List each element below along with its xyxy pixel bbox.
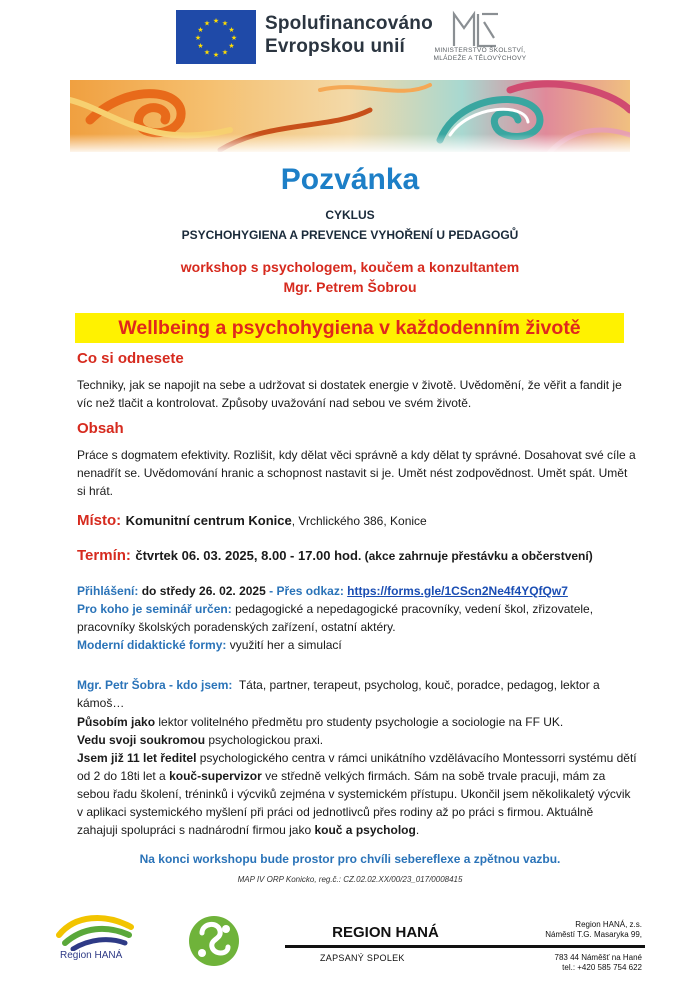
lecturer-name: Mgr. Petrem Šobrou	[283, 279, 417, 295]
about-p1-text: lektor volitelného předmětu pro studenty psychologie a sociologie na FF UK.	[155, 715, 564, 729]
svg-text:★: ★	[203, 19, 211, 28]
footer-org-name: REGION HANÁ	[332, 924, 439, 941]
registration-label: Přihlášení:	[77, 584, 139, 598]
footer-divider	[285, 945, 645, 948]
svg-text:★: ★	[221, 48, 229, 57]
footer-address	[545, 920, 642, 940]
about-paragraph-3	[77, 749, 637, 839]
eu-line-1: Spolufinancováno	[265, 13, 433, 34]
cycle-subtitle: PSYCHOHYGIENA A PREVENCE VYHOŘENÍ U PEDAGOGŮ	[181, 228, 519, 242]
methods-line	[77, 636, 637, 654]
about-p3-bold2: kouč-supervizor	[169, 769, 262, 783]
place-address: , Vrchlického 386, Konice	[291, 514, 427, 528]
place-label: Místo:	[77, 512, 122, 529]
term-line	[77, 547, 593, 565]
eu-flag-logo	[176, 10, 256, 64]
registration-link[interactable]: https://forms.gle/1CScn2Ne4f4YQfQw7	[347, 584, 568, 598]
term-note: . (akce zahrnuje přestávku a občerstvení)	[357, 549, 593, 563]
content-heading: Obsah	[77, 420, 124, 437]
region-hana-logo-text: Region HANÁ	[60, 950, 123, 961]
registration-line	[77, 582, 637, 600]
footer-addr-2: Náměstí T.G. Masaryka 99,	[545, 930, 642, 939]
svg-text:★: ★	[197, 26, 204, 34]
svg-text:★: ★	[228, 26, 235, 34]
registration-number: MAP IV ORP Konicko, reg.č.: CZ.02.02.XX/00/23_017/0008415	[237, 875, 463, 884]
closing-note: Na konci workshopu bude prostor pro chvíli sebereflexe a zpětnou vazbu.	[139, 852, 561, 866]
about-p2-text: psychologickou praxi.	[205, 733, 324, 747]
cycle-label: CYKLUS	[325, 208, 375, 222]
svg-text:★: ★	[228, 42, 235, 50]
methods-text: využití her a simulací	[229, 638, 342, 652]
eu-line-2: Evropskou unií	[265, 36, 406, 57]
content-text: Práce s dogmatem efektivity. Rozlišit, kdy dělat věci správně a kdy dělat ty správné. Dosahovat své cíle a nenadřít se. Uvědomování hranic a schopnost nastavit si je. Umět nést zodpovědnost. Umět spát. Umět si hrát.	[77, 448, 636, 498]
place-venue: Komunitní centrum Konice	[125, 513, 292, 528]
about-p3-text1: psychologického centra v rámci unikátního vzdělávacího Montessorri systému dětí od 2 do 18ti let a	[77, 751, 637, 783]
svg-text:★: ★	[197, 42, 204, 50]
footer-addr-3: 783 44 Náměšť na Hané	[554, 953, 642, 962]
about-p2-bold: Vedu svoji soukromou	[77, 733, 206, 747]
svg-text:★: ★	[230, 34, 238, 42]
term-datetime: čtvrtek 06. 03. 2025, 8.00 - 17.00 hod	[135, 548, 358, 563]
about-text: Táta, partner, terapeut, psycholog, kouč, poradce, pedagog, lektor a kámoš…	[77, 678, 600, 710]
footer-org-type: ZAPSANÝ SPOLEK	[320, 953, 405, 963]
workshop-description: workshop s psychologem, koučem a konzultantem	[180, 259, 520, 275]
audience-label: Pro koho je seminář určen:	[77, 602, 232, 616]
methods-label: Moderní didaktické formy:	[77, 638, 227, 652]
registration-deadline: do středy 26. 02. 2025	[141, 584, 266, 598]
msmt-line-2: MLÁDEŽE A TĚLOVÝCHOVY	[433, 55, 527, 62]
footer-contact	[555, 953, 643, 973]
svg-text:★: ★	[203, 48, 211, 57]
svg-text:★: ★	[212, 17, 220, 25]
takeaway-text: Techniky, jak se napojit na sebe a udržovat si dostatek energie v životě. Uvědomění, že věřit a fandit je víc než tlačit a kontrolovat. Způsoby uvažování nad sebou ve svém životě.	[77, 378, 622, 410]
msmt-logo	[448, 10, 502, 48]
about-p3-end: .	[415, 823, 420, 837]
topic-title: Wellbeing a psychohygiena v každodenním životě	[75, 313, 624, 343]
footer-phone: tel.: +420 585 754 622	[562, 963, 642, 972]
registration-link-label: - Přes odkaz:	[269, 584, 344, 598]
svg-text:★: ★	[221, 19, 229, 28]
decorative-banner	[70, 80, 630, 152]
about-paragraph-2	[77, 731, 637, 749]
audience-line	[77, 600, 637, 636]
svg-text:★: ★	[194, 34, 202, 42]
region-hana-logo	[55, 905, 135, 951]
green-swirl-logo	[188, 915, 240, 967]
about-p3-text2: ve středně velkých firmách. Sám na sobě trvale pracuji, mám za sebou řadu školení, tréninků i výcviků zejména v systemickém přístupu. Ukončil jsem několikaletý výcvik v aplikaci systemického myšlení při práci od jednotlivců přes rodiny až po práci s firmou. Aktuálně zahajuji spolupráci s nadnárodní firmou jako	[77, 769, 631, 837]
footer-addr-1: Region HANÁ, z.s.	[575, 920, 642, 929]
about-label: Mgr. Petr Šobra - kdo jsem:	[77, 678, 233, 692]
audience-text: pedagogické a nepedagogické pracovníky, vedení škol, zřizovatele, pracovníky školských poradenských zařízení, ostatní aktéry.	[77, 602, 594, 634]
svg-text:★: ★	[212, 51, 220, 59]
about-p1-bold: Působím jako	[77, 715, 156, 729]
about-p3-bold: Jsem již 11 let ředitel	[77, 751, 197, 765]
page-title: Pozvánka	[280, 163, 420, 196]
takeaway-heading: Co si odnesete	[77, 350, 184, 367]
term-label: Termín:	[77, 547, 131, 564]
eu-cofinance-text	[265, 12, 433, 58]
msmt-text	[430, 47, 530, 63]
about-p3-bold3: kouč a psycholog	[314, 823, 416, 837]
about-line	[77, 676, 637, 712]
place-line	[77, 512, 427, 530]
about-paragraph-1	[77, 713, 637, 731]
msmt-line-1: MINISTERSTVO ŠKOLSTVÍ,	[434, 47, 526, 54]
